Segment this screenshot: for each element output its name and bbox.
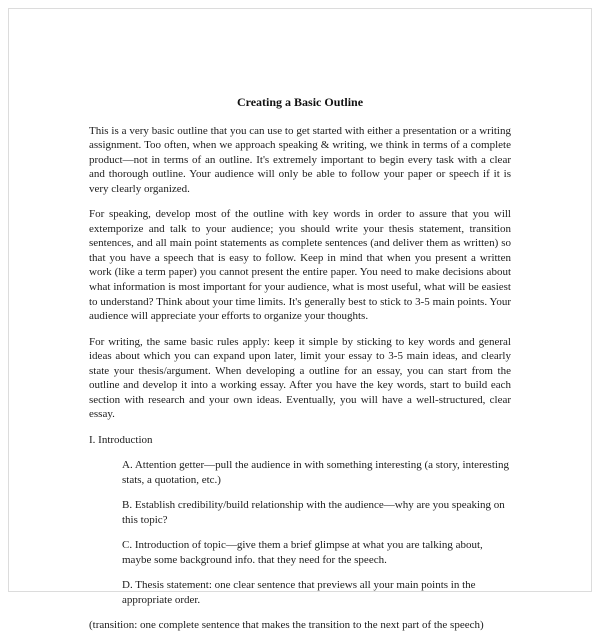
writing-paragraph: For writing, the same basic rules apply: keep it simple by sticking to key words and general ideas about which you can expand upon later, limit your essay to 3-5 main ideas, and clearly state your thesis/argument. When developing a outline for an essay, you can start from the outline and develop it into a working essay. After you have the key words, start to build each section with research and your own ideas. Eventually, you will have a well-structured, clear essay.: [89, 335, 511, 422]
outline-heading-introduction: I. Introduction: [89, 433, 511, 448]
speaking-paragraph: For speaking, develop most of the outline with key words in order to assure that you will extemporize and talk to your audience; you should write your thesis statement, transition sentences, and all main point statements as complete sentences (and deliver them as written) so that you have a speech that is easy to follow. Keep in mind that when you present a written work (like a term paper) you cannot present the entire paper. You need to make decisions about what information is most important for your audience, what is most useful, what will be easiest to understand? Think about your time limits. It's generally best to stick to 3-5 main points. Your audience will appreciate your efforts to organize your thoughts.: [89, 207, 511, 323]
document-title: Creating a Basic Outline: [89, 95, 511, 111]
transition-note: (transition: one complete sentence that makes the transition to the next part of the speech): [89, 618, 511, 633]
outline-list: [122, 458, 511, 607]
outline-item-a: A. Attention getter—pull the audience in with something interesting (a story, interesting stats, a quotation, etc.): [122, 458, 511, 487]
intro-paragraph: This is a very basic outline that you can use to get started with either a presentation or a writing assignment. Too often, when we approach speaking & writing, we think in terms of a complete product—not in terms of an outline. It's extremely important to begin every task with a clear and thorough outline. Your audience will only be able to follow your paper or speech if it is very clearly organized.: [89, 124, 511, 197]
document-page: [8, 8, 592, 592]
outline-item-b: B. Establish credibility/build relationship with the audience—why are you speaking on this topic?: [122, 498, 511, 527]
outline-item-d: D. Thesis statement: one clear sentence that previews all your main points in the appropriate order.: [122, 578, 511, 607]
outline-item-c: C. Introduction of topic—give them a brief glimpse at what you are talking about, maybe some background info. that they need for the speech.: [122, 538, 511, 567]
